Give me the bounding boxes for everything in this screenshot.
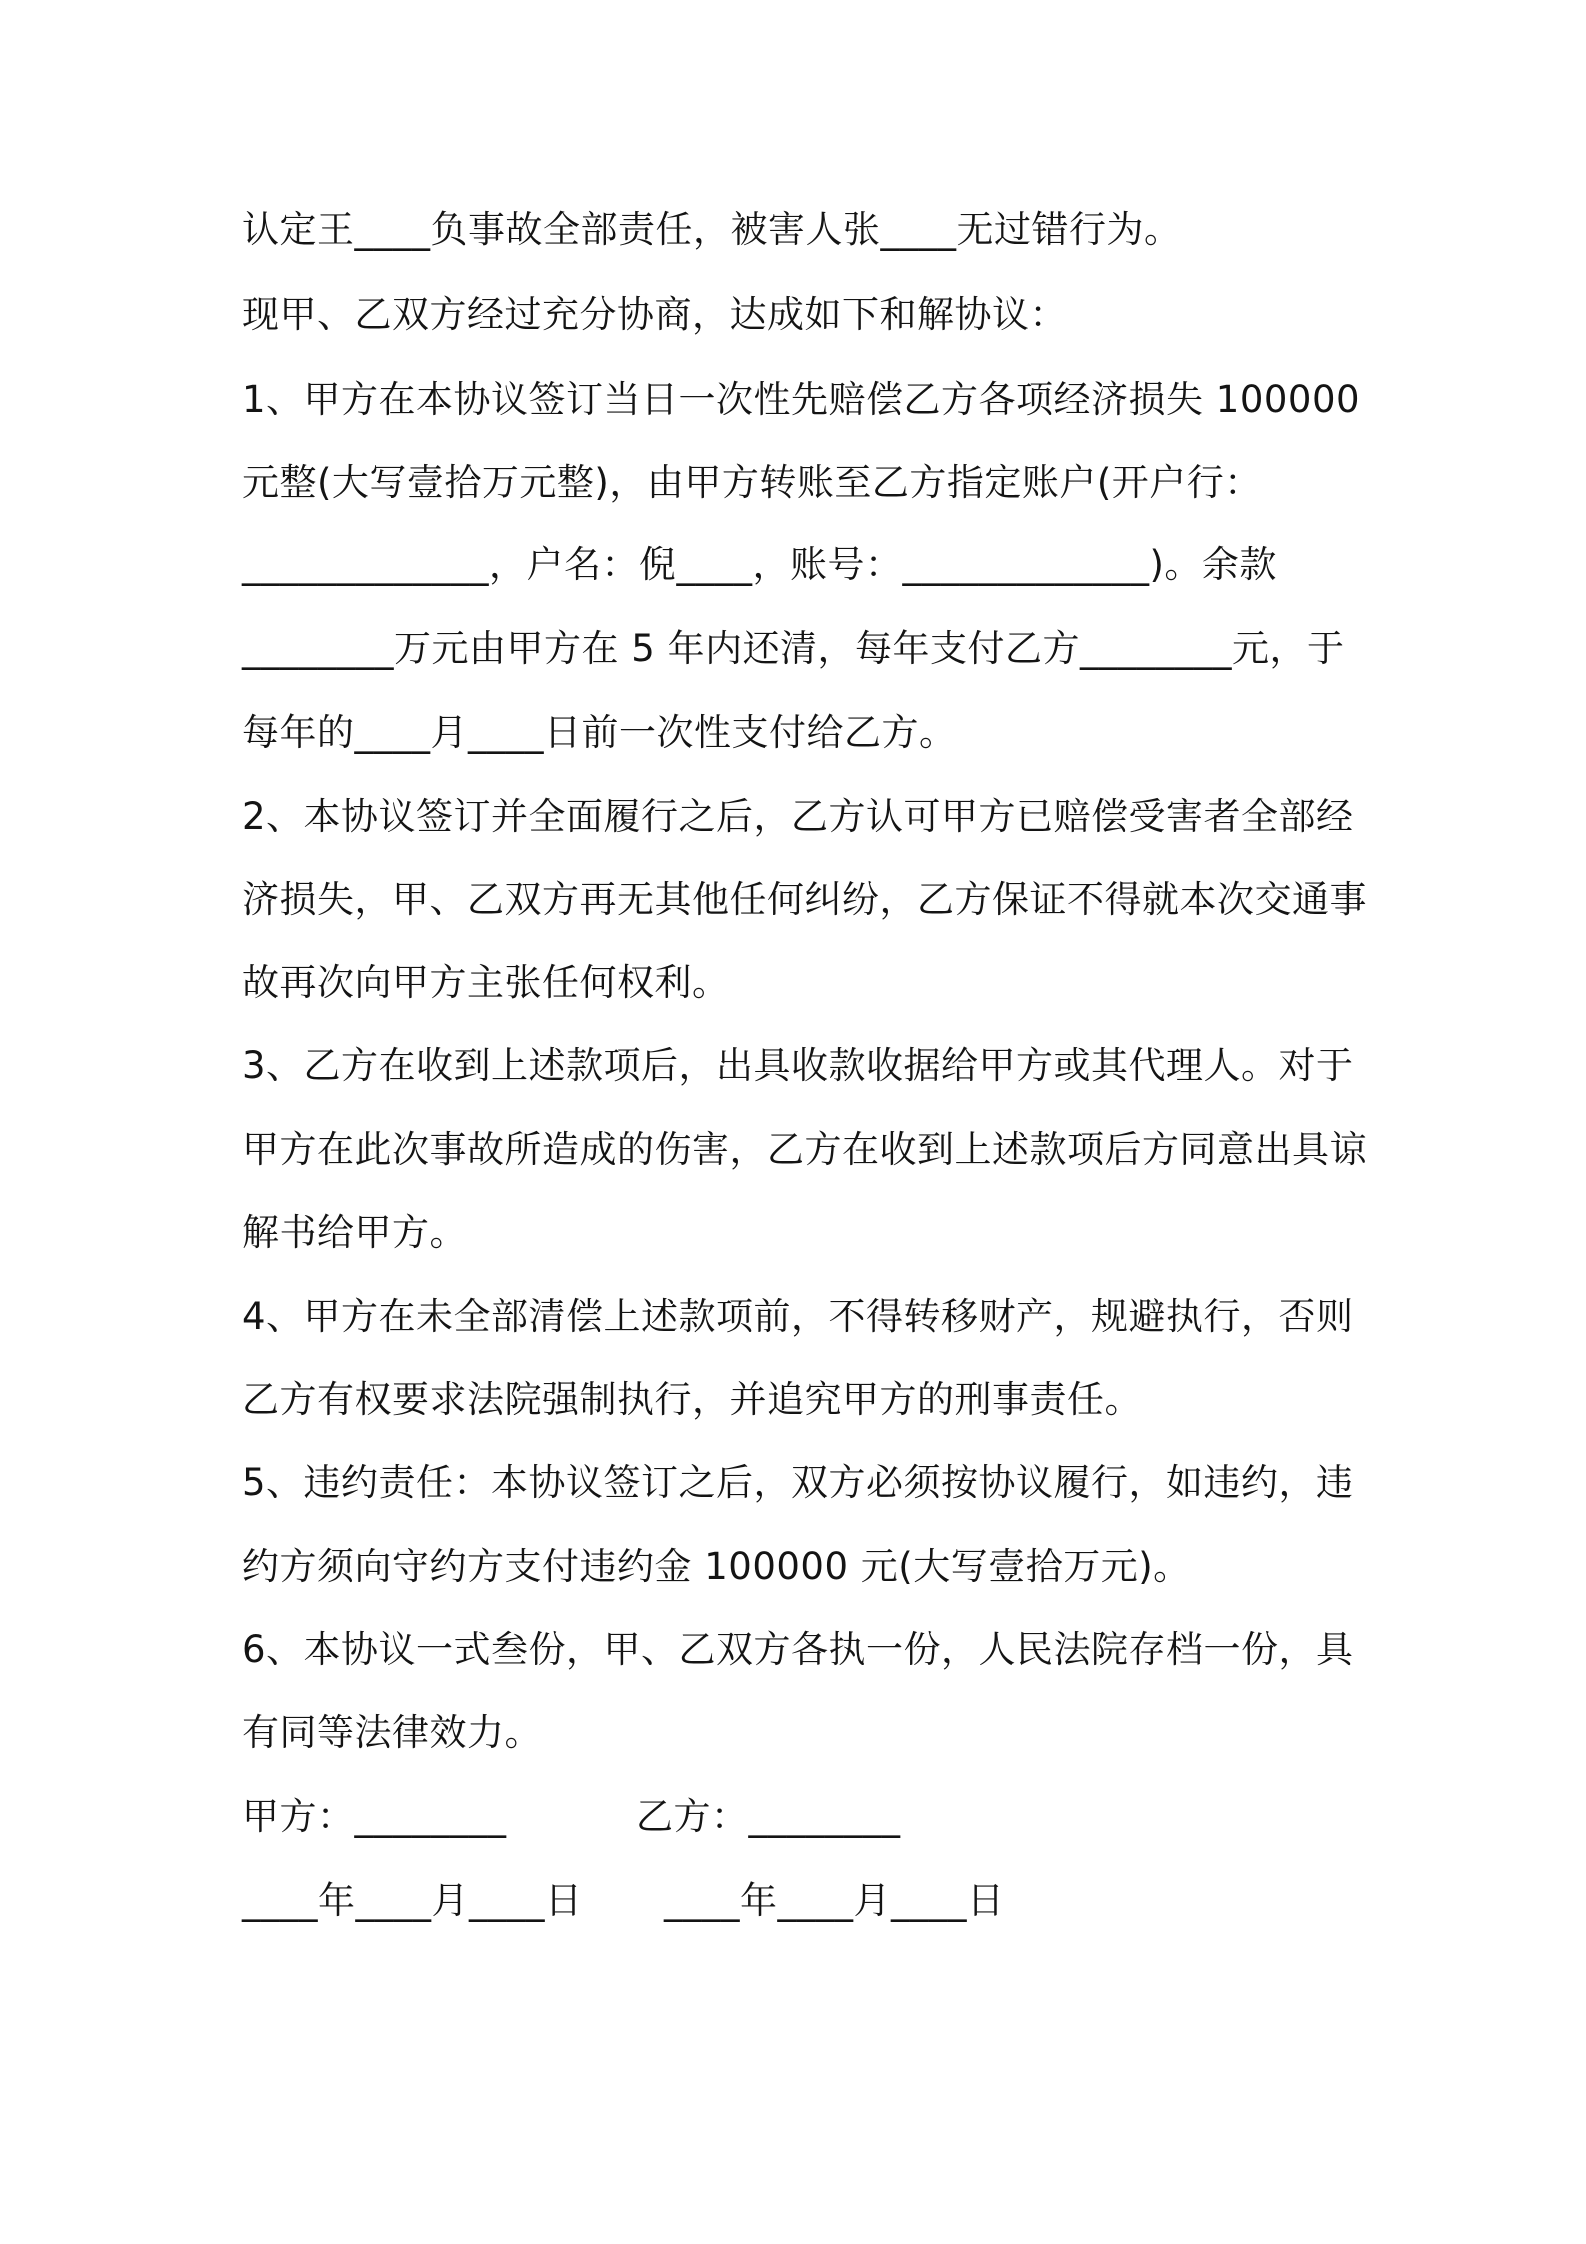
- text-line: 2、本协议签订并全面履行之后，乙方认可甲方已赔偿受害者全部经: [242, 795, 1354, 838]
- text-line: 有同等法律效力。: [242, 1711, 542, 1754]
- text-line: 甲方在此次事故所造成的伤害，乙方在收到上述款项后方同意出具谅: [242, 1128, 1367, 1171]
- text-line: 现甲、乙双方经过充分协商，达成如下和解协议：: [242, 293, 1067, 336]
- text-line: 认定王____负事故全部责任，被害人张____无过错行为。: [242, 208, 1182, 251]
- text-line: ________万元由甲方在 5 年内还清，每年支付乙方________元，于: [242, 627, 1345, 670]
- party-a-signature-line: 甲方：________: [242, 1795, 507, 1838]
- text-line: 6、本协议一式叁份，甲、乙双方各执一份，人民法院存档一份，具: [242, 1628, 1354, 1671]
- text-line: 约方须向守约方支付违约金 100000 元(大写壹拾万元)。: [242, 1545, 1191, 1588]
- text-line: 4、甲方在未全部清偿上述款项前，不得转移财产，规避执行，否则: [242, 1295, 1354, 1338]
- text-line: 每年的____月____日前一次性支付给乙方。: [242, 711, 957, 754]
- text-line: 5、违约责任：本协议签订之后，双方必须按协议履行，如违约，违: [242, 1461, 1354, 1504]
- party-b-signature-line: 乙方：________: [636, 1795, 901, 1838]
- text-line: 济损失，甲、乙双方再无其他任何纠纷，乙方保证不得就本次交通事: [242, 878, 1367, 921]
- text-line: _____________，户名：倪____，账号：_____________)。余款: [242, 543, 1277, 586]
- text-line: 3、乙方在收到上述款项后，出具收款收据给甲方或其代理人。对于: [242, 1044, 1354, 1087]
- party-b-date-line: ____年____月____日: [664, 1879, 1005, 1922]
- text-line: 故再次向甲方主张任何权利。: [242, 961, 730, 1004]
- text-line: 乙方有权要求法院强制执行，并追究甲方的刑事责任。: [242, 1378, 1142, 1421]
- text-line: 解书给甲方。: [242, 1211, 467, 1254]
- text-line: 1、甲方在本协议签订当日一次性先赔偿乙方各项经济损失 100000: [242, 378, 1361, 421]
- party-a-date-line: ____年____月____日: [242, 1879, 583, 1922]
- text-line: 元整(大写壹拾万元整)，由甲方转账至乙方指定账户(开户行：: [242, 461, 1262, 504]
